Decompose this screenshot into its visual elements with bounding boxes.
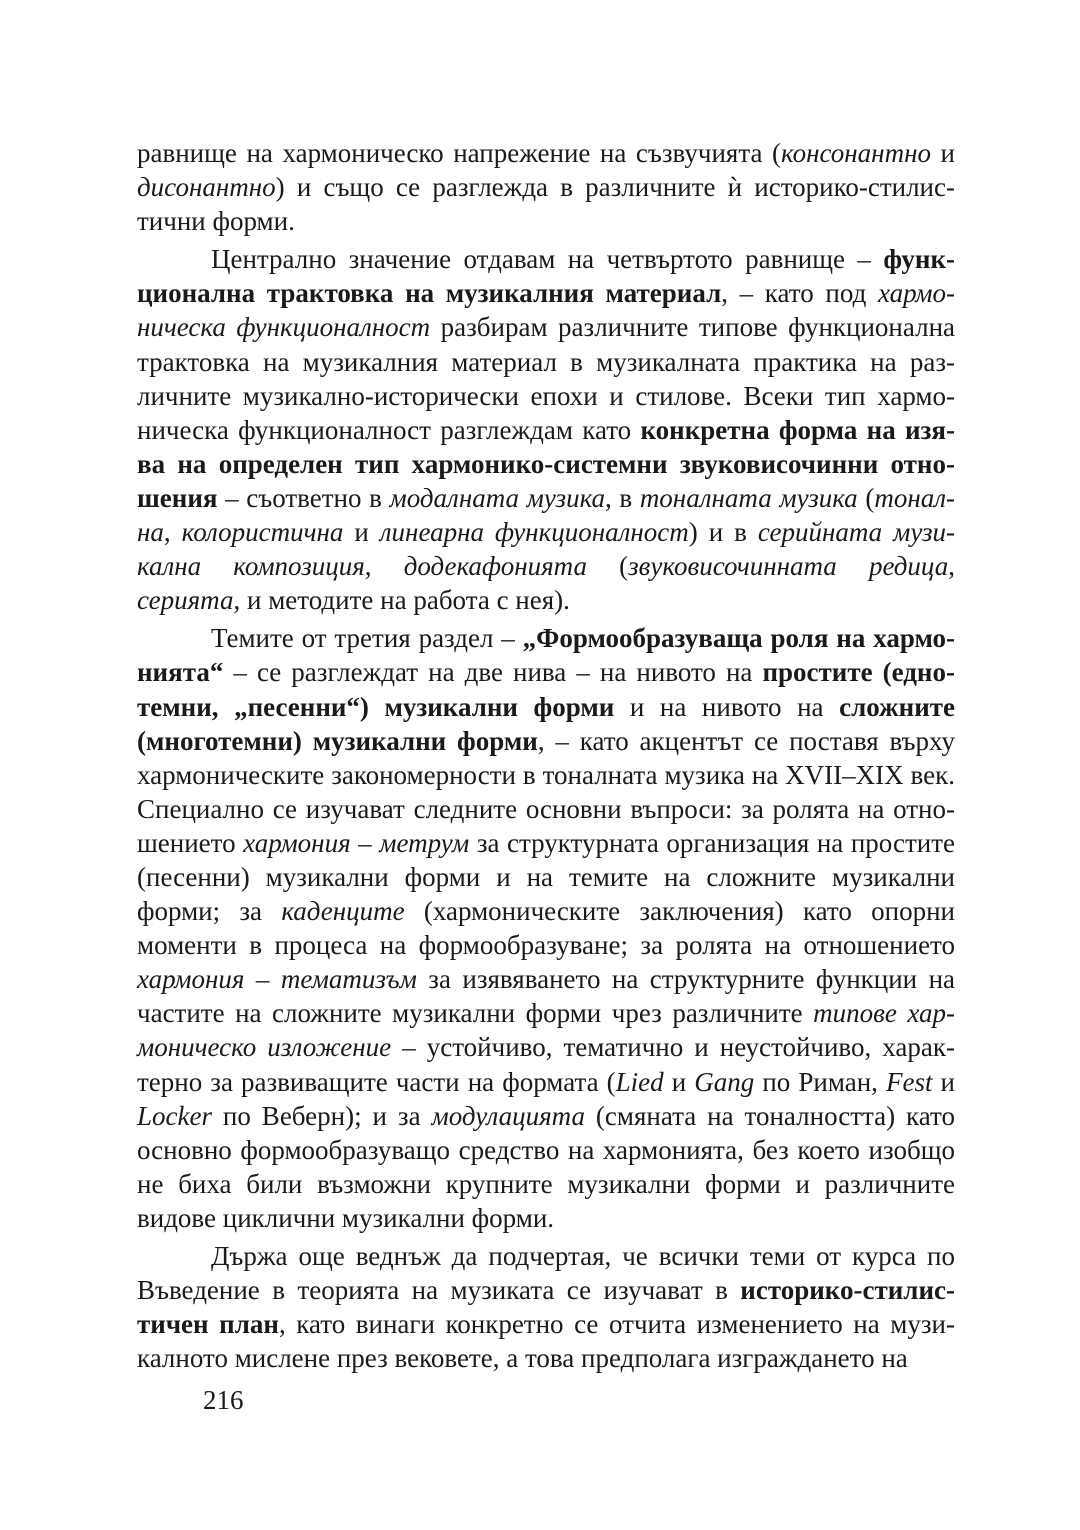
text-segment: и bbox=[663, 1066, 695, 1097]
italic-segment: серията bbox=[137, 585, 234, 616]
italic-segment: додекафонията bbox=[403, 551, 588, 582]
text-segment: Темите от третия раздел – bbox=[211, 623, 523, 654]
italic-segment: Fest bbox=[885, 1066, 933, 1097]
text-segment: равнище на хармоническо напрежение на съзвучията ( bbox=[137, 138, 781, 168]
text-segment: , – като акцентът се поставя върху хармоническите закономерности в тоналната музика на XVII–XIX век. Специално се изучават следните основни въпроси: за ролята на отношението bbox=[137, 725, 955, 858]
text-segment: и bbox=[343, 517, 380, 548]
text-segment: , в bbox=[605, 482, 640, 513]
text-segment: , – като под bbox=[721, 278, 878, 309]
text-segment: ( bbox=[857, 482, 875, 513]
text-segment: по Веберн); и за bbox=[211, 1100, 432, 1131]
italic-segment: Locker bbox=[137, 1100, 212, 1131]
italic-segment: тонална bbox=[137, 482, 955, 548]
text-segment: (хармоническите заключения) като опорни моменти в процеса на формообразуване; за ролята на отношението bbox=[137, 896, 955, 961]
italic-segment: серийната музикална композиция bbox=[137, 517, 956, 582]
page-body bbox=[137, 136, 955, 1375]
text-segment: , като винаги конкретно се отчита изменението на музикалното мислене през вековете, а това предполага изграждането на bbox=[137, 1309, 955, 1374]
text-segment: и bbox=[930, 138, 955, 168]
italic-segment: звуковисочинната редица bbox=[628, 551, 949, 582]
italic-segment: хармония – метрум bbox=[243, 827, 470, 858]
paragraph-2 bbox=[137, 242, 955, 617]
italic-segment: хармония – тематизъм bbox=[137, 964, 417, 995]
bold-segment: „Формообразуваща роля на хармонията“ bbox=[137, 623, 955, 688]
page-number: 216 bbox=[203, 1385, 244, 1415]
text-segment: ( bbox=[587, 551, 629, 582]
text-segment: разбирам различните типове функционална трактовка на музикалния материал в музикалната практика на различните музикално-исторически епохи и стилове. Всеки тип хармоническа функционалност разглеждам като bbox=[137, 312, 955, 445]
paragraph-4 bbox=[137, 1239, 955, 1375]
text-segment: Държа още веднъж да подчертая, че всички теми от курса по Въведение в теорията на музиката се изучават в bbox=[137, 1241, 955, 1306]
bold-segment: конкретна форма на изява на определен тип хармонико-системни звуковисочинни отношения bbox=[137, 414, 955, 513]
italic-segment: линеарна функционалност bbox=[379, 517, 689, 548]
text-segment: и на нивото на bbox=[614, 691, 840, 722]
italic-segment: тоналната музика bbox=[639, 482, 858, 513]
italic-segment: типове хармоническо изложение bbox=[137, 998, 955, 1063]
text-segment: и bbox=[932, 1066, 956, 1097]
text-segment: ) и също се разглежда в различните ѝ историко-стилистични форми. bbox=[137, 172, 955, 237]
italic-segment: дисонантно bbox=[137, 172, 276, 203]
text-segment: , bbox=[364, 551, 404, 582]
text-segment: – съответно в bbox=[217, 482, 390, 513]
text-segment: ) и в bbox=[688, 517, 758, 548]
bold-segment: простите (еднотемни, „песенни“) музикални форми bbox=[137, 657, 955, 722]
text-segment: – се разглеждат на две нива – на нивото на bbox=[223, 657, 763, 688]
bold-segment: историко-стилистичен план bbox=[137, 1275, 955, 1340]
text-segment: , bbox=[163, 517, 182, 548]
italic-segment: модулацията bbox=[431, 1100, 585, 1131]
italic-segment: каденците bbox=[281, 896, 405, 927]
text-segment: по Риман, bbox=[754, 1066, 886, 1097]
italic-segment: модалната музика bbox=[389, 482, 606, 513]
italic-segment: Gang bbox=[694, 1066, 755, 1097]
text-segment: (смяната на тоналността) като основно формообразуващо средство на хармонията, без което изобщо не биха били възможни крупните музикални форми и различните видове циклични музикални форми. bbox=[137, 1100, 955, 1233]
text-segment: , bbox=[948, 551, 955, 582]
text-segment: Централно значение отдавам на четвъртото равнище – bbox=[211, 244, 884, 275]
text-segment: за структурната организация на простите (песенни) музикални форми и на темите на сложните музикални форми; за bbox=[137, 827, 955, 927]
text-segment: за изявяването на структурните функции на частите на сложните музикални форми чрез различните bbox=[137, 964, 956, 1029]
bold-segment: сложните (многотемни) музикални форми bbox=[137, 691, 955, 756]
text-segment: , и методите на работа с нея). bbox=[233, 585, 570, 616]
bold-segment: функционална трактовка на музикалния материал bbox=[137, 244, 955, 309]
paragraph-1 bbox=[137, 136, 955, 238]
italic-segment: хармоническа функционалност bbox=[137, 278, 955, 343]
paragraph-3 bbox=[137, 621, 955, 1235]
text-segment: – устойчиво, тематично и неустойчиво, характерно за развиващите части на формата ( bbox=[137, 1032, 955, 1097]
italic-segment: Lied bbox=[615, 1066, 664, 1097]
italic-segment: колористична bbox=[181, 517, 344, 548]
italic-segment: консонантно bbox=[780, 138, 931, 168]
